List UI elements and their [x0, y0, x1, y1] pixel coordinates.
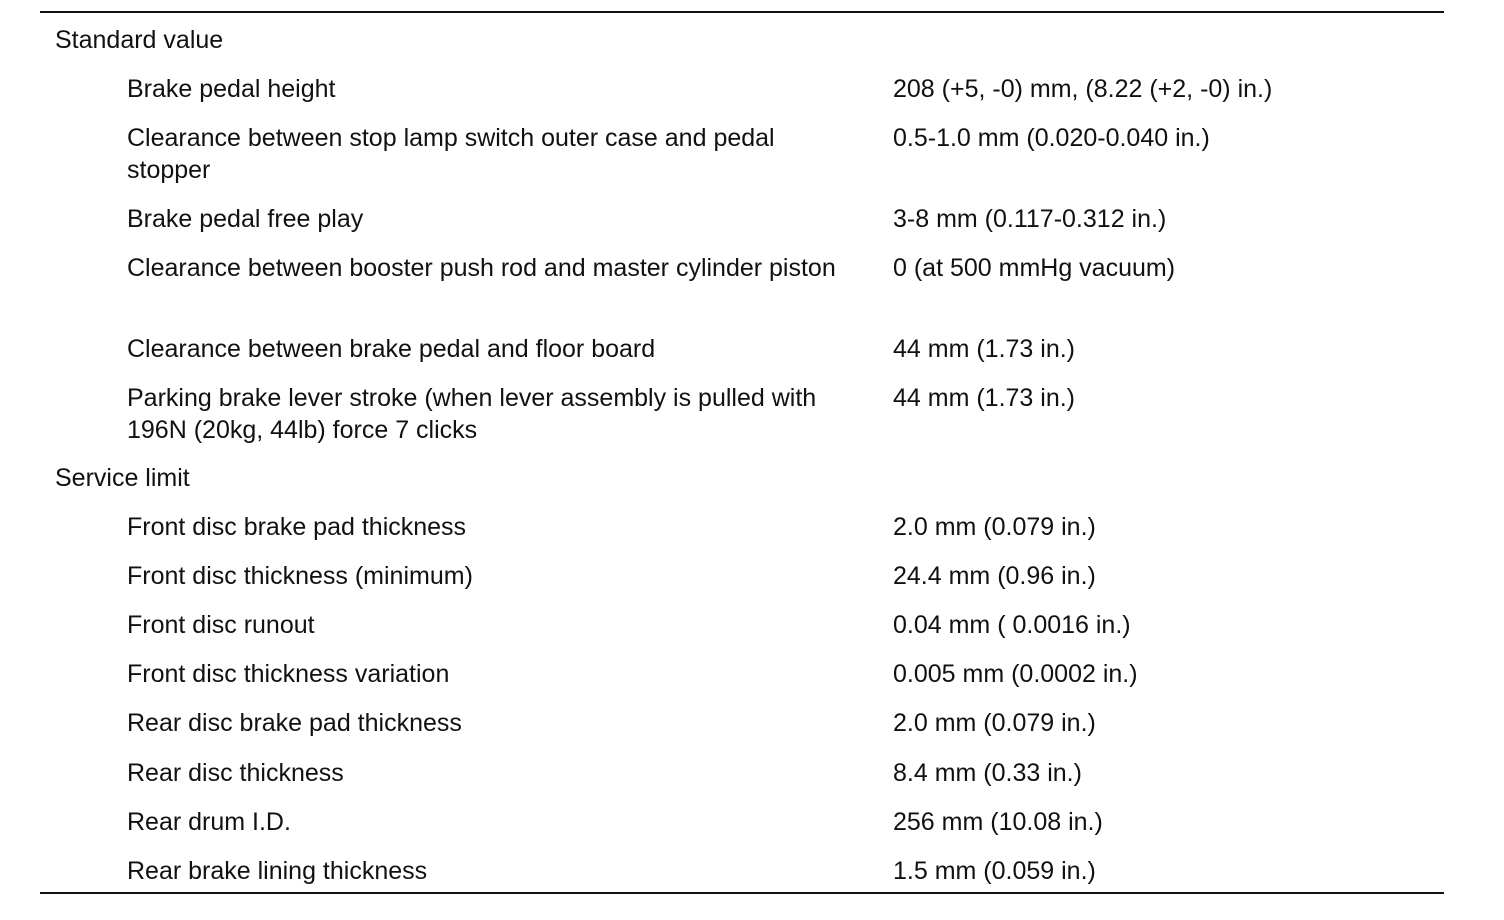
spec-value: 0.04 mm ( 0.0016 in.)	[893, 611, 1131, 639]
spec-label: Clearance between booster push rod and master cylinder piston	[127, 254, 836, 282]
spec-value: 1.5 mm (0.059 in.)	[893, 857, 1096, 885]
spec-value: 8.4 mm (0.33 in.)	[893, 759, 1082, 787]
spec-label: Clearance between brake pedal and floor board	[127, 335, 656, 363]
spec-value: 0.5-1.0 mm (0.020-0.040 in.)	[893, 124, 1210, 152]
spec-value: 256 mm (10.08 in.)	[893, 808, 1103, 836]
table-bottom-rule	[40, 892, 1444, 894]
spec-value: 3-8 mm (0.117-0.312 in.)	[893, 205, 1167, 233]
spec-label: Front disc runout	[127, 611, 315, 639]
spec-value: 0 (at 500 mmHg vacuum)	[893, 254, 1176, 282]
spec-label: Rear disc brake pad thickness	[127, 709, 462, 737]
spec-label: Front disc thickness variation	[127, 660, 450, 688]
spec-value: 2.0 mm (0.079 in.)	[893, 513, 1096, 541]
spec-value: 44 mm (1.73 in.)	[893, 384, 1076, 412]
spec-value: 24.4 mm (0.96 in.)	[893, 562, 1096, 590]
spec-label: Rear brake lining thickness	[127, 857, 428, 885]
section-heading-service-limit: Service limit	[55, 464, 190, 492]
table-top-rule	[40, 11, 1444, 13]
spec-value: 208 (+5, -0) mm, (8.22 (+2, -0) in.)	[893, 75, 1273, 103]
spec-label: Rear drum I.D.	[127, 808, 291, 836]
spec-label: Brake pedal height	[127, 75, 336, 103]
spec-label: Clearance between stop lamp switch outer case and pedal stopper	[127, 124, 775, 184]
section-heading-standard-value: Standard value	[55, 26, 224, 54]
spec-label: Brake pedal free play	[127, 205, 364, 233]
spec-label: Front disc brake pad thickness	[127, 513, 467, 541]
spec-value: 44 mm (1.73 in.)	[893, 335, 1076, 363]
spec-label: Front disc thickness (minimum)	[127, 562, 473, 590]
spec-value: 2.0 mm (0.079 in.)	[893, 709, 1096, 737]
spec-value: 0.005 mm (0.0002 in.)	[893, 660, 1138, 688]
spec-label: Rear disc thickness	[127, 759, 344, 787]
spec-label: Parking brake lever stroke (when lever assembly is pulled with 196N (20kg, 44lb) force 7 clicks	[127, 384, 817, 444]
